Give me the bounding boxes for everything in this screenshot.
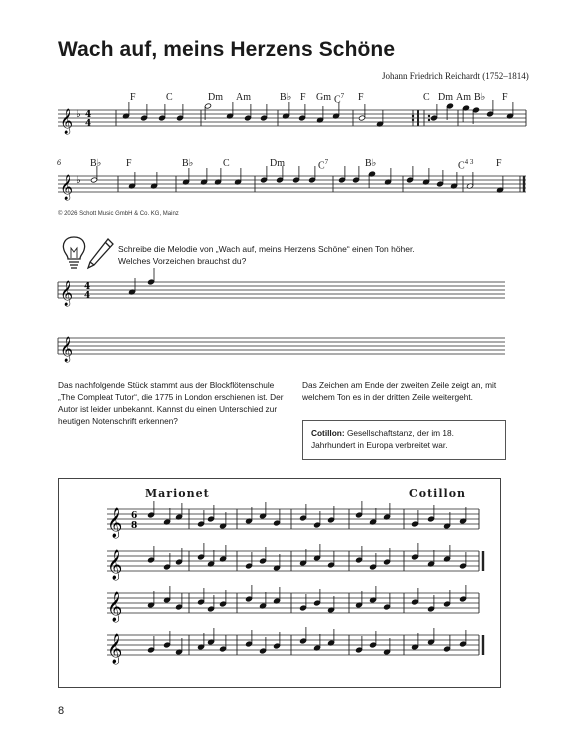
copyright-notice: © 2026 Schott Music GmbH & Co. KG, Mainz: [58, 211, 179, 217]
info-definition: Gesellschaftstanz, der im 18. Jahrhundert in Europa verbreitet war.: [311, 428, 454, 450]
chord-symbol: F: [502, 92, 508, 103]
chord-symbol: Gm: [316, 92, 331, 103]
treble-clef-icon: 𝄞: [107, 508, 123, 538]
treble-clef-icon: 𝄞: [60, 281, 74, 306]
chord-symbol: B♭: [474, 92, 486, 103]
paragraph-left: Das nachfolgende Stück stammt aus der Blockflötenschule „The Compleat Tutor“, die 1775 in London erschienen ist. Der Autor ist leider unbekannt. Kannst du einen Unterschied zur heutigen Notenschrift erkennen?: [58, 380, 284, 426]
svg-text:8: 8: [131, 521, 138, 531]
composer-credit: Johann Friedrich Reichardt (1752–1814): [382, 71, 529, 81]
chord-symbol: C: [423, 92, 430, 103]
chord-symbol: F: [300, 92, 306, 103]
facsimile-staves: [59, 479, 502, 689]
task-instructions: [118, 243, 448, 267]
facsimile-score: [58, 478, 501, 688]
chord-symbol: C: [223, 158, 230, 169]
chord-symbol: F: [358, 92, 364, 103]
svg-text:6: 6: [131, 511, 138, 521]
chord-symbol: $C^{4 3}$: [458, 158, 474, 172]
chord-symbol: F: [130, 92, 136, 103]
chord-symbol: Dm: [270, 158, 285, 169]
chord-symbol: B♭: [365, 158, 377, 169]
chord-symbol: $C^7$: [334, 92, 345, 106]
chord-symbol: F: [126, 158, 132, 169]
cotillon-info-box: [302, 420, 506, 460]
task-line-1: Schreibe die Melodie von „Wach auf, meins Herzens Schöne“ einen Ton höher.: [118, 244, 415, 254]
chord-symbol: C: [166, 92, 173, 103]
treble-clef-icon: 𝄞: [60, 109, 74, 134]
treble-clef-icon: 𝄞: [60, 175, 74, 200]
chord-symbol: Am: [456, 92, 471, 103]
staff-row-1: [58, 92, 528, 142]
svg-text:♭: ♭: [76, 175, 81, 186]
measure-number: 6: [57, 158, 61, 167]
chord-symbol: F: [496, 158, 502, 169]
page-number: 8: [58, 705, 65, 717]
svg-text:4: 4: [85, 119, 92, 129]
chord-symbol: B♭: [90, 158, 102, 169]
task-icons: [58, 234, 118, 274]
chord-symbol: B♭: [280, 92, 292, 103]
svg-text:♭: ♭: [76, 109, 81, 120]
task-line-2: Welches Vorzeichen brauchst du?: [118, 256, 247, 266]
svg-text:4: 4: [85, 110, 92, 120]
score-row-1: [58, 92, 528, 142]
facsimile-title-right: Cotillon: [409, 487, 467, 500]
pencil-icon: [88, 239, 113, 268]
paragraph-right: Das Zeichen am Ende der zweiten Zeile zeigt an, mit welchem Ton es in der dritten Zeile weitergeht.: [302, 380, 497, 402]
svg-text:4: 4: [84, 291, 91, 301]
lightbulb-icon: [63, 237, 84, 268]
staff-row-2: [58, 158, 528, 208]
chord-symbol: Dm: [438, 92, 453, 103]
exercise-staves: [58, 278, 508, 368]
treble-clef-icon: 𝄞: [107, 550, 123, 580]
chord-symbol: Dm: [208, 92, 223, 103]
page-title: Wach auf, meins Herzens Schöne: [58, 38, 396, 61]
chord-symbol: Am: [236, 92, 251, 103]
chord-symbol: $C^7$: [318, 158, 329, 172]
chord-symbol: B♭: [182, 158, 194, 169]
treble-clef-icon: 𝄞: [107, 634, 123, 664]
info-term: Cotillon:: [311, 428, 345, 438]
treble-clef-icon: 𝄞: [60, 337, 74, 362]
treble-clef-icon: 𝄞: [107, 592, 123, 622]
facsimile-title-left: Marionet: [145, 487, 210, 500]
score-row-2: [58, 158, 528, 208]
svg-text:4: 4: [84, 282, 91, 292]
